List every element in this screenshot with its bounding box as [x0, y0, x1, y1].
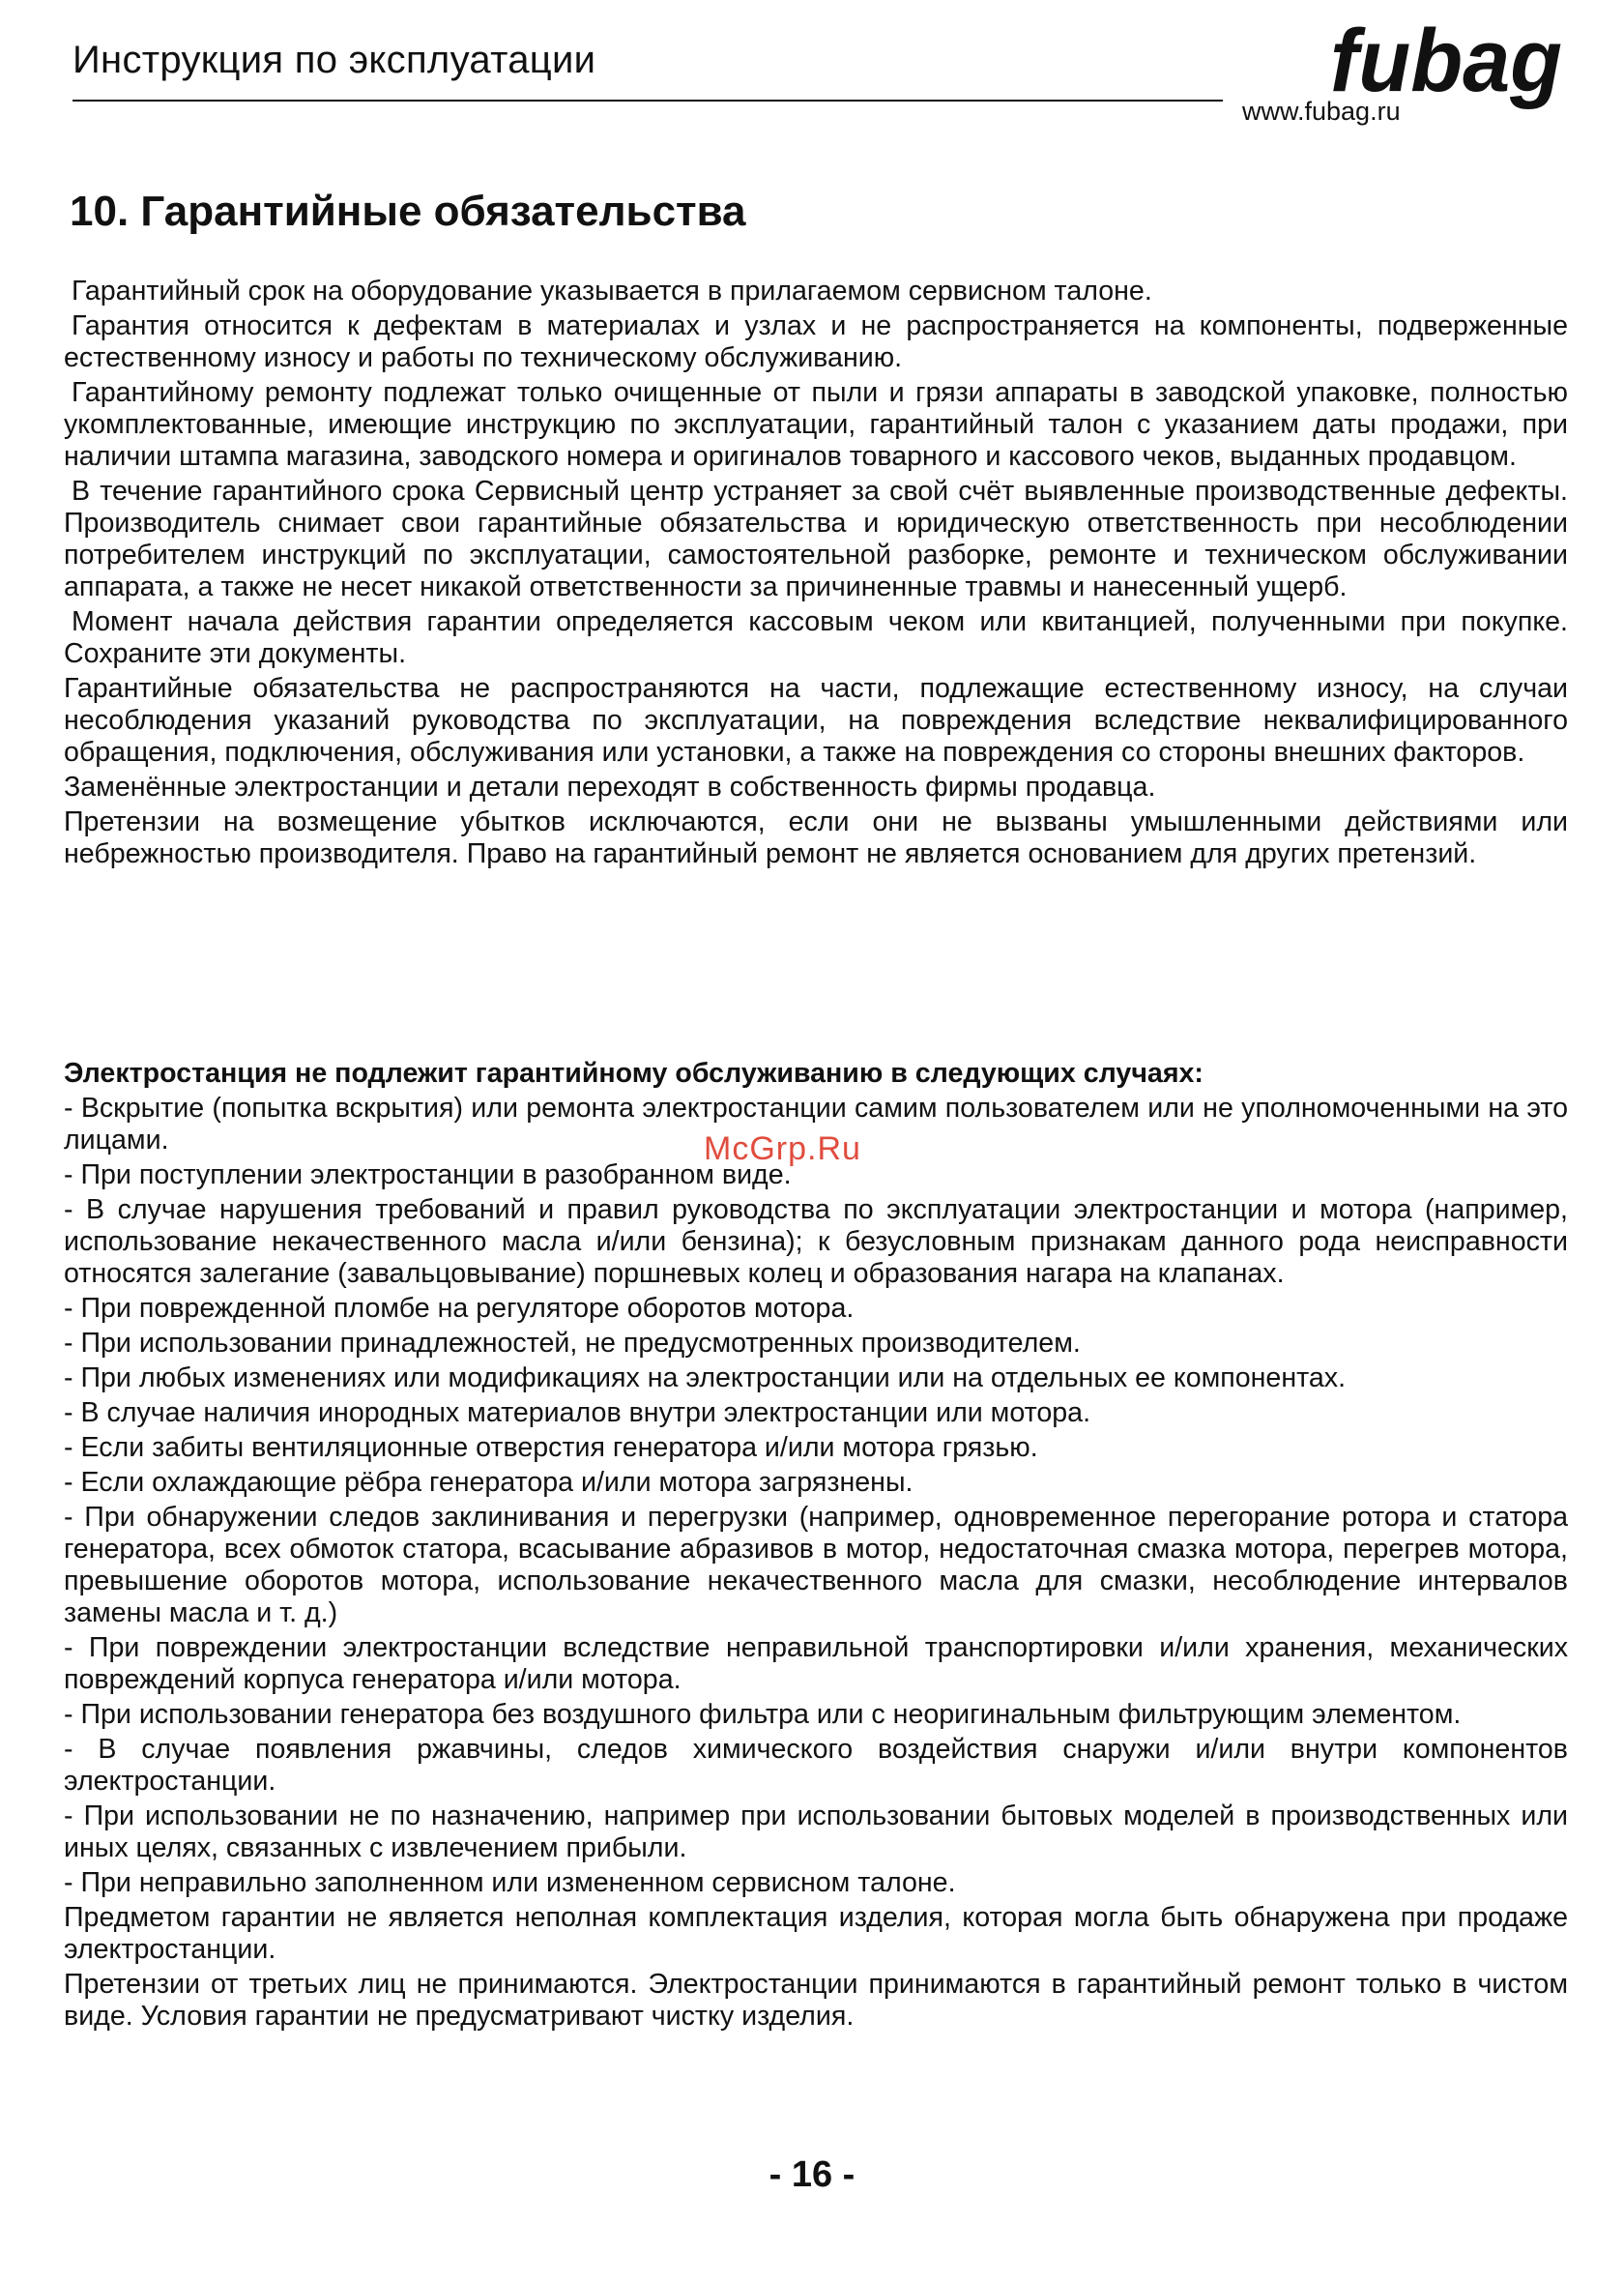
paragraph: Гарантийные обязательства не распространяются на части, подлежащие естественному износу, на случаи несоблюдения указаний руководства по эксплуатации, на повреждения вследствие неквалифицированного обращения, подключения, обслуживания или установки, а также на повреждения со стороны внешних факторов. — [64, 673, 1568, 768]
list-item: - В случае нарушения требований и правил руководства по эксплуатации электростанции и мотора (например, использование некачественного масла и/или бензина); к безусловным признакам данного рода неисправности относятся залегание (завальцовывание) поршневых колец и образования нагара на клапанах. — [64, 1194, 1568, 1289]
list-item: - При использовании принадлежностей, не предусмотренных производителем. — [64, 1328, 1081, 1359]
header-divider — [72, 100, 1223, 102]
list-item: - При любых изменениях или модификациях на электростанции или на отдельных ее компонентах. — [64, 1362, 1347, 1393]
document-title: Инструкция по эксплуатации — [72, 39, 596, 81]
exclusions-heading: Электростанция не подлежит гарантийному обслуживанию в следующих случаях: — [64, 1058, 1204, 1089]
list-item: - Если охлаждающие рёбра генератора и/или мотора загрязнены. — [64, 1467, 914, 1498]
list-item: - Вскрытие (попытка вскрытия) или ремонта электростанции самим пользователем или не уполномоченными на это лицами. — [64, 1093, 1568, 1156]
exclusions-list — [64, 1058, 1568, 2035]
section-title: 10. Гарантийные обязательства — [70, 188, 746, 235]
website-url: www.fubag.ru — [1242, 97, 1401, 126]
list-item: - При поступлении электростанции в разобранном виде. — [64, 1159, 792, 1190]
paragraph: Претензии на возмещение убытков исключаются, если они не вызваны умышленными действиями или небрежностью производителя. Право на гарантийный ремонт не является основанием для других претензий. — [64, 806, 1568, 869]
paragraph: Гарантийный срок на оборудование указывается в прилагаемом сервисном талоне. — [72, 276, 1152, 307]
paragraph: В течение гарантийного срока Сервисный центр устраняет за свой счёт выявленные производственные дефекты. Производитель снимает свои гарантийные обязательства и юридическую ответственность при несоблюдении потребителем инструкций по эксплуатации, самостоятельной разборке, ремонте и техническом обслуживании аппарата, а также не несет никакой ответственности за причиненные травмы и нанесенный ущерб. — [64, 476, 1568, 602]
list-item: - При использовании генератора без воздушного фильтра или с неоригинальным фильтрующим элементом. — [64, 1699, 1462, 1730]
list-item: - При повреждении электростанции вследствие неправильной транспортировки и/или хранения, механических повреждений корпуса генератора и/или мотора. — [64, 1632, 1568, 1695]
paragraph: Гарантийному ремонту подлежат только очищенные от пыли и грязи аппараты в заводской упаковке, полностью укомплектованные, имеющие инструкцию по эксплуатации, гарантийный талон с указанием даты продажи, при наличии штампа магазина, заводского номера и оригиналов товарного и кассового чеков, выданных продавцом. — [64, 377, 1568, 472]
list-item: - Если забиты вентиляционные отверстия генератора и/или мотора грязью. — [64, 1432, 1038, 1463]
paragraph: Заменённые электростанции и детали переходят в собственность фирмы продавца. — [64, 772, 1156, 803]
list-item: - В случае наличия инородных материалов внутри электростанции или мотора. — [64, 1397, 1091, 1428]
list-item: - В случае появления ржавчины, следов химического воздействия снаружи и/или внутри компонентов электростанции. — [64, 1734, 1568, 1797]
svg-text:fubag: fubag — [1330, 19, 1562, 110]
list-item: - При использовании не по назначению, например при использовании бытовых моделей в производственных или иных целях, связанных с извлечением прибыли. — [64, 1800, 1568, 1863]
watermark: McGrp.Ru — [704, 1130, 861, 1167]
paragraph: Гарантия относится к дефектам в материалах и узлах и не распространяется на компоненты, подверженные естественному износу и работы по техническому обслуживанию. — [64, 310, 1568, 373]
page-number: - 16 - — [768, 2154, 856, 2195]
paragraph: Претензии от третьих лиц не принимаются. Электростанции принимаются в гарантийный ремонт только в чистом виде. Условия гарантии не предусматривают чистку изделия. — [64, 1969, 1568, 2032]
paragraph: Момент начала действия гарантии определяется кассовым чеком или квитанцией, полученными при покупке. Сохраните эти документы. — [64, 606, 1568, 669]
warranty-text — [64, 276, 1568, 873]
list-item: - При неправильно заполненном или измененном сервисном талоне. — [64, 1867, 956, 1898]
paragraph: Предметом гарантии не является неполная комплектация изделия, которая могла быть обнаружена при продаже электростанции. — [64, 1902, 1568, 1965]
list-item: - При обнаружении следов заклинивания и перегрузки (например, одновременное перегорание ротора и статора генератора, всех обмоток статора, всасывание абразивов в мотор, недостаточная смазка мотора, перегрев мотора, превышение оборотов мотора, использование некачественного масла для смазки, несоблюдение интервалов замены масла и т. д.) — [64, 1502, 1568, 1628]
list-item: - При поврежденной пломбе на регуляторе оборотов мотора. — [64, 1293, 855, 1324]
